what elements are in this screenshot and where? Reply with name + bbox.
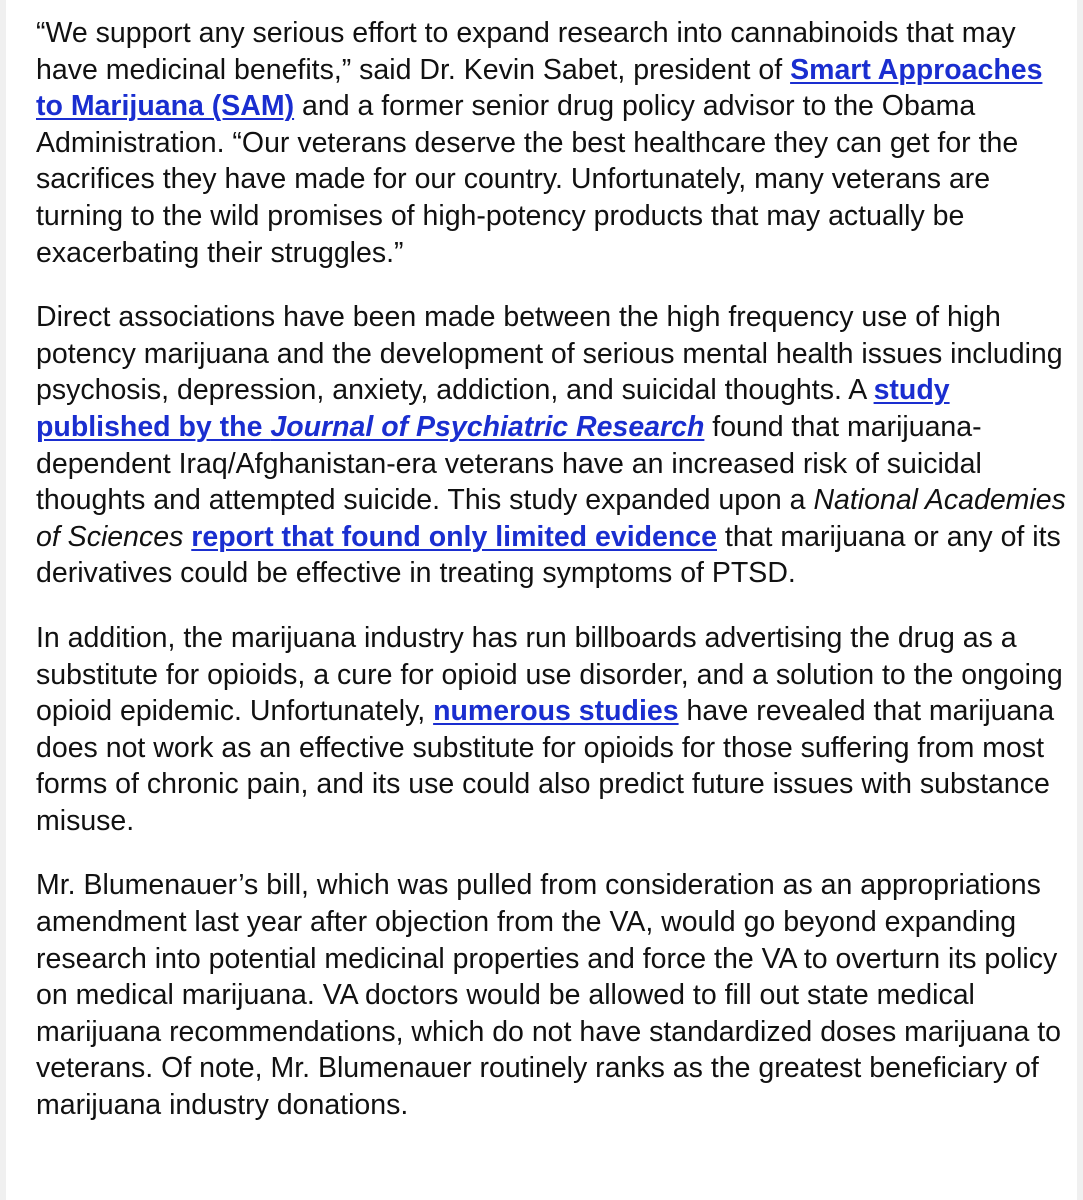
journal-name: Journal of Psychiatric Research [270, 410, 705, 443]
paragraph-sabet-quote [36, 15, 1076, 271]
left-margin-strip [0, 0, 6, 1200]
paragraph-mental-health [36, 299, 1076, 592]
paragraph-text: Mr. Blumenauer’s bill, which was pulled from consideration as an appropriations amendment last year after objection from the VA, would go beyond expanding research into potential medicinal properties and force the VA to overturn its policy on medical marijuana. VA doctors would be allowed to fill out state medical marijuana recommendations, which do not have standardized doses marijuana to veterans. Of note, Mr. Blumenauer routinely ranks as the greatest beneficiary of marijuana industry donations. [36, 869, 1061, 1122]
academies-name: National Academies of Sciences [36, 484, 1066, 553]
numerous-studies-link[interactable]: numerous studies [433, 695, 679, 728]
paragraph-text: In addition, the marijuana industry has run billboards advertising the drug as a substitute for opioids, a cure for opioid use disorder, and a solution to the ongoing opioid epidemic. Unfortunately, [36, 621, 1063, 728]
limited-evidence-report-link[interactable]: report that found only limited evidence [191, 520, 717, 553]
paragraph-text: and a former senior drug policy advisor to the Obama Administration. “Our veterans deserve the best healthcare they can get for the sacrifices they have made for our country. Unfortunately, many veterans are turning to the wild promises of high-potency products that may actually be exacerbating their struggles.” [36, 90, 1019, 269]
right-margin-strip [1077, 0, 1083, 1200]
paragraph-text: that marijuana or any of its derivatives could be effective in treating symptoms of PTSD. [36, 520, 1061, 590]
paragraph-text: have revealed that marijuana does not work as an effective substitute for opioids for those suffering from most forms of chronic pain, and its use could also predict future issues with substance misuse. [36, 695, 1055, 837]
paragraph-opioids [36, 620, 1076, 840]
article-body [36, 15, 1076, 1152]
sam-link[interactable]: Smart Approaches to Marijuana (SAM) [36, 53, 1043, 123]
paragraph-text: Direct associations have been made between the high frequency use of high potency marijuana and the development of serious mental health issues including psychosis, depression, anxiety, addiction, and suicidal thoughts. A [36, 301, 1063, 407]
paragraph-text: found that marijuana-dependent Iraq/Afghanistan-era veterans have an increased risk of suicidal thoughts and attempted suicide. This study expanded upon a [36, 410, 982, 517]
journal-study-link-text: study published by the [36, 374, 950, 443]
paragraph-blumenauer-bill [36, 867, 1076, 1123]
paragraph-text: “We support any serious effort to expand research into cannabinoids that may have medicinal benefits,” said Dr. Kevin Sabet, president of [36, 17, 1016, 86]
